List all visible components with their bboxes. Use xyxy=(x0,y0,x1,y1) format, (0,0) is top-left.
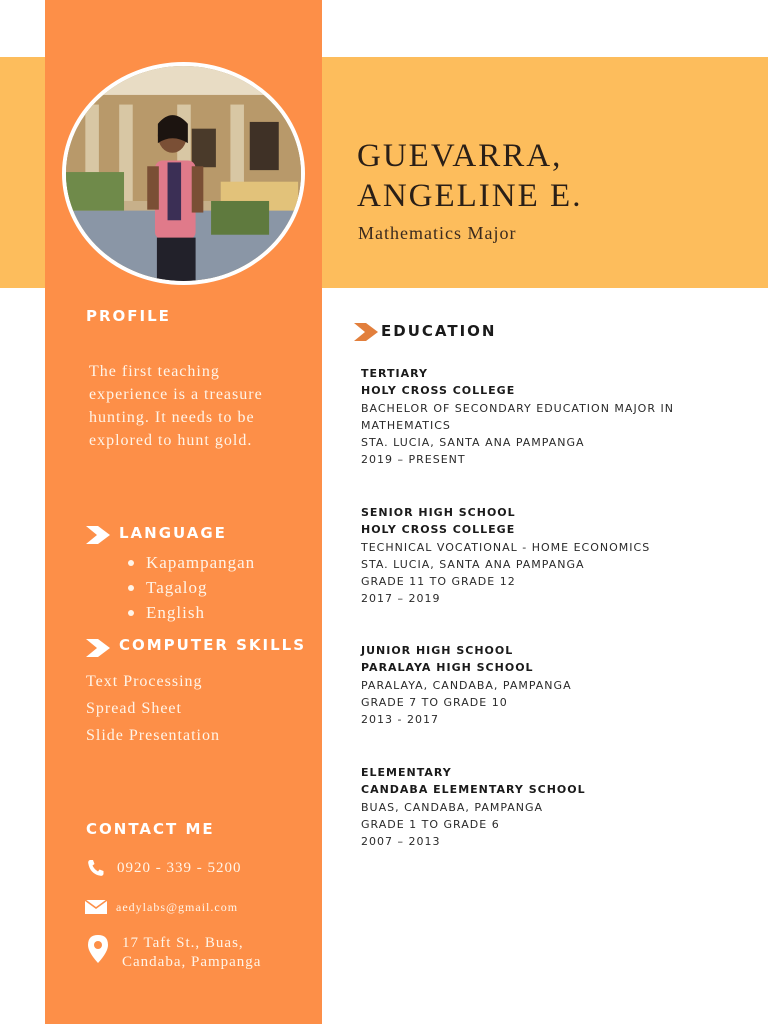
address-line-1: 17 Taft St., Buas, xyxy=(122,935,244,951)
education-entry-elementary xyxy=(361,764,761,850)
contact-heading: CONTACT ME xyxy=(86,820,215,838)
first-name: ANGELINE E. xyxy=(357,178,583,214)
education-detail: 2019 – PRESENT xyxy=(361,453,466,467)
list-item: Spread Sheet xyxy=(86,700,182,717)
education-detail: GRADE 1 TO GRADE 6 xyxy=(361,817,500,831)
education-detail: PARALAYA, CANDABA, PAMPANGA xyxy=(361,678,572,692)
mail-icon xyxy=(84,895,108,919)
school-name: PARALAYA HIGH SCHOOL xyxy=(361,661,534,675)
address xyxy=(122,934,261,972)
education-level: SENIOR HIGH SCHOOL xyxy=(361,506,516,519)
list-item: Slide Presentation xyxy=(86,727,220,744)
list-item: Text Processing xyxy=(86,673,203,690)
education-detail: TECHNICAL VOCATIONAL - HOME ECONOMICS xyxy=(361,540,651,554)
education-level: TERTIARY xyxy=(361,367,428,380)
list-item: English xyxy=(128,600,255,625)
profile-photo xyxy=(62,62,305,285)
education-level: JUNIOR HIGH SCHOOL xyxy=(361,644,514,657)
education-entry-tertiary xyxy=(361,365,761,469)
school-name: CANDABA ELEMENTARY SCHOOL xyxy=(361,783,586,797)
education-heading: EDUCATION xyxy=(381,322,497,340)
education-detail: BACHELOR OF SECONDARY EDUCATION MAJOR IN MATHEMATICS xyxy=(361,401,674,432)
school-name: HOLY CROSS COLLEGE xyxy=(361,384,516,398)
address-line-2: Candaba, Pampanga xyxy=(122,954,262,970)
profile-heading: PROFILE xyxy=(86,307,171,325)
phone-number: 0920 - 339 - 5200 xyxy=(117,859,242,876)
chevron-right-icon xyxy=(354,323,380,341)
location-pin-icon xyxy=(86,934,110,964)
school-name: HOLY CROSS COLLEGE xyxy=(361,523,516,537)
candidate-name xyxy=(357,136,757,216)
education-detail: STA. LUCIA, SANTA ANA PAMPANGA xyxy=(361,436,585,450)
chevron-right-icon xyxy=(86,639,112,657)
education-detail: GRADE 11 TO GRADE 12 xyxy=(361,575,516,589)
list-item: Kapampangan xyxy=(128,550,255,575)
profile-text: The first teaching experience is a treasure hunting. It needs to be explored to hunt gold. xyxy=(89,363,263,449)
education-detail: 2017 – 2019 xyxy=(361,592,441,606)
skills-list xyxy=(86,668,220,749)
computer-skills-heading: COMPUTER SKILLS xyxy=(119,636,307,654)
education-detail: GRADE 7 TO GRADE 10 xyxy=(361,695,508,709)
education-entry-junior-high xyxy=(361,642,761,728)
education-detail: 2007 – 2013 xyxy=(361,835,441,849)
email-address: aedylabs@gmail.com xyxy=(116,899,239,914)
chevron-right-icon xyxy=(86,526,112,544)
major-title: Mathematics Major xyxy=(358,223,517,243)
phone-icon xyxy=(84,856,108,880)
education-detail: BUAS, CANDABA, PAMPANGA xyxy=(361,800,544,814)
profile-photo-illustration xyxy=(66,66,301,281)
contact-address xyxy=(86,934,261,972)
last-name: GUEVARRA, xyxy=(357,138,563,174)
education-entry-senior-high xyxy=(361,504,761,608)
contact-phone xyxy=(84,856,242,880)
list-item: Tagalog xyxy=(128,575,255,600)
education-detail: 2013 - 2017 xyxy=(361,713,439,727)
language-heading: LANGUAGE xyxy=(119,524,227,542)
education-detail: STA. LUCIA, SANTA ANA PAMPANGA xyxy=(361,557,585,571)
contact-email xyxy=(84,895,238,919)
education-level: ELEMENTARY xyxy=(361,766,452,779)
language-list xyxy=(128,550,255,625)
